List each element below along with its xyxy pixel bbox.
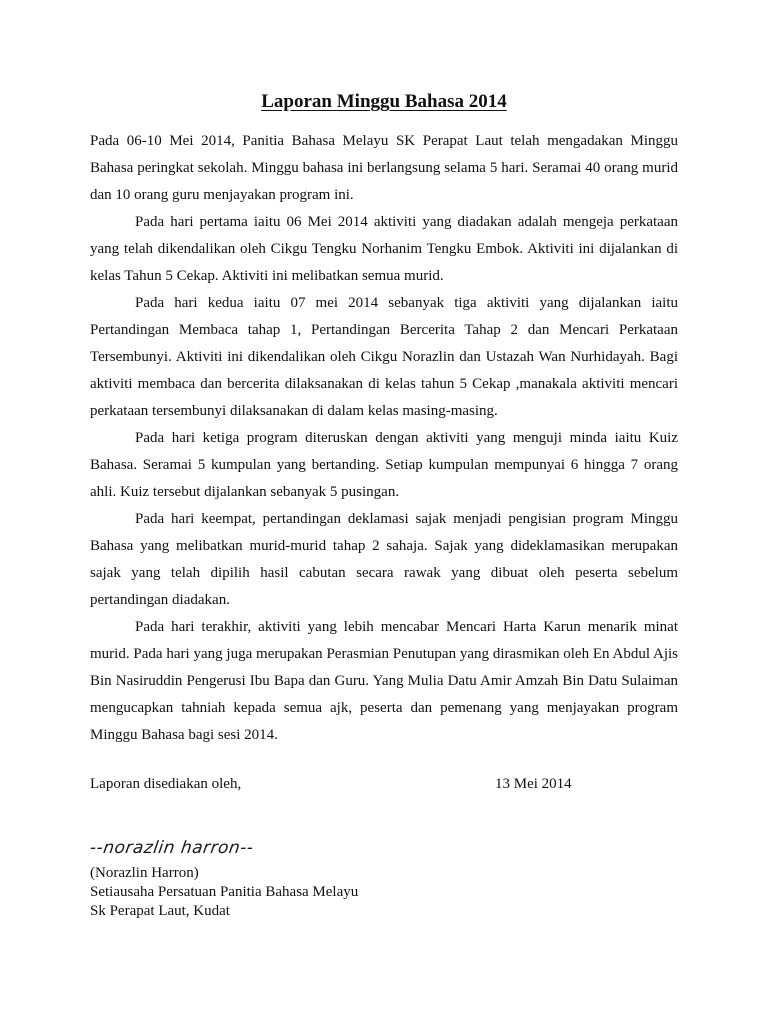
signature: --norazlin harron--: [88, 838, 255, 858]
paragraph-day-2: Pada hari kedua iaitu 07 mei 2014 sebanyak tiga aktiviti yang dijalankan iaitu Pertandingan Membaca tahap 1, Pertandingan Bercerita Tahap 2 dan Mencari Perkataan Tersembunyi. Aktiviti ini dikendalikan oleh Cikgu Norazlin dan Ustazah Wan Nurhidayah. Bagi aktiviti membaca dan bercerita dilaksanakan di kelas tahun 5 Cekap ,manakala aktiviti mencari perkataan tersembunyi dilaksanakan di dalam kelas masing-masing.: [90, 295, 678, 419]
paragraph-day-3: Pada hari ketiga program diteruskan dengan aktiviti yang menguji minda iaitu Kuiz Bahasa. Seramai 5 kumpulan yang bertanding. Setiap kumpulan mempunyai 6 hingga 7 orang ahli. Kuiz tersebut dijalankan sebanyak 5 pusingan.: [90, 430, 678, 500]
paragraph-day-5: Pada hari terakhir, aktiviti yang lebih mencabar Mencari Harta Karun menarik minat murid. Pada hari yang juga merupakan Perasmian Penutupan yang dirasmikan oleh En Abdul Ajis Bin Nasiruddin Pengerusi Ibu Bapa dan Guru. Yang Mulia Datu Amir Amzah Bin Datu Sulaiman mengucapkan tahniah kepada semua ajk, peserta dan pemenang yang menjayakan program Minggu Bahasa bagi sesi 2014.: [90, 619, 678, 743]
signatory-block: [90, 864, 358, 921]
signatory-position: Setiausaha Persatuan Panitia Bahasa Melayu: [90, 884, 359, 900]
signatory-name: (Norazlin Harron): [90, 865, 199, 881]
paragraph-day-1: Pada hari pertama iaitu 06 Mei 2014 aktiviti yang diadakan adalah mengeja perkataan yang telah dikendalikan oleh Cikgu Tengku Norhanim Tengku Embok. Aktiviti ini dijalankan di kelas Tahun 5 Cekap. Aktiviti ini melibatkan semua murid.: [90, 214, 678, 284]
report-date: 13 Mei 2014: [495, 776, 572, 792]
page-title: Laporan Minggu Bahasa 2014: [261, 91, 507, 112]
signatory-school: Sk Perapat Laut, Kudat: [90, 903, 230, 919]
report-body: [90, 128, 678, 749]
paragraph-intro: Pada 06-10 Mei 2014, Panitia Bahasa Melayu SK Perapat Laut telah mengadakan Minggu Bahasa peringkat sekolah. Minggu bahasa ini berlangsung selama 5 hari. Seramai 40 orang murid dan 10 orang guru menjayakan program ini.: [90, 133, 678, 203]
prepared-by-label: Laporan disediakan oleh,: [90, 776, 242, 792]
paragraph-day-4: Pada hari keempat, pertandingan deklamasi sajak menjadi pengisian program Minggu Bahasa yang melibatkan murid-murid tahap 2 sahaja. Sajak yang dideklamasikan merupakan sajak yang telah dipilih hasil cabutan secara rawak yang dibuat oleh peserta sebelum pertandingan diadakan.: [90, 511, 678, 608]
